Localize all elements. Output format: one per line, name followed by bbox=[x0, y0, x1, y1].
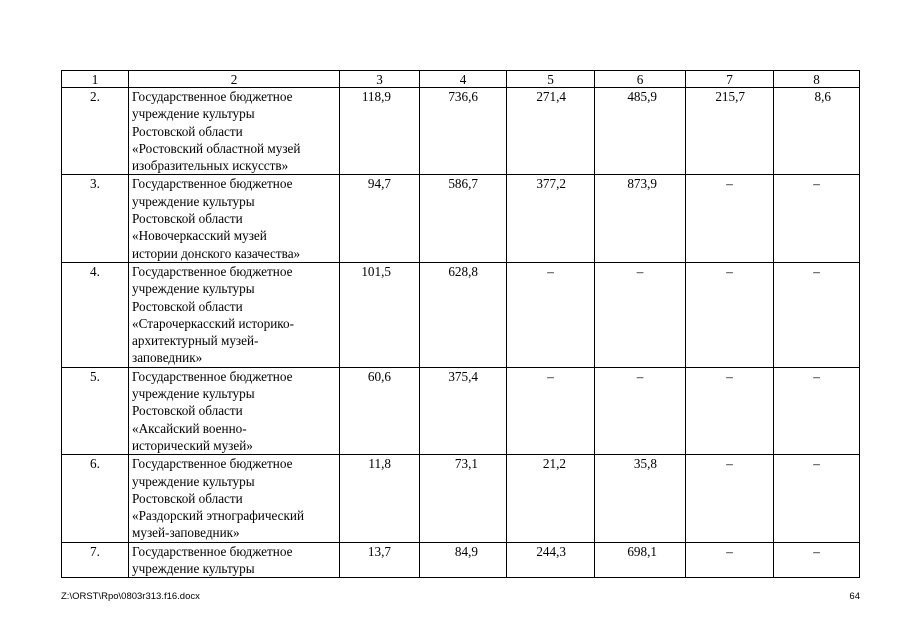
value-cell-col7: – bbox=[686, 542, 774, 578]
row-number: 2. bbox=[62, 88, 129, 175]
institution-name-line: учреждение культуры bbox=[132, 386, 255, 402]
institution-name-line: Государственное бюджетное bbox=[132, 368, 293, 384]
institution-name-line: Ростовской области bbox=[132, 123, 243, 139]
institution-name-line: исторический музей» bbox=[132, 437, 253, 453]
value-cell-col6: 698,1 bbox=[595, 542, 686, 578]
header-cell-2: 2 bbox=[129, 71, 340, 88]
header-cell-7: 7 bbox=[686, 71, 774, 88]
header-cell-3: 3 bbox=[340, 71, 420, 88]
institution-name bbox=[129, 367, 340, 454]
value-cell-col6: 485,9 bbox=[595, 88, 686, 175]
value-cell-col7: – bbox=[686, 262, 774, 367]
institution-name-line: Ростовской области bbox=[132, 211, 243, 227]
institution-name bbox=[129, 88, 340, 175]
row-number: 4. bbox=[62, 262, 129, 367]
institution-name-line: Ростовской области bbox=[132, 298, 243, 314]
value-cell-col4: 375,4 bbox=[420, 367, 507, 454]
value-cell-col3: 118,9 bbox=[340, 88, 420, 175]
value-cell-col5: 244,3 bbox=[507, 542, 595, 578]
institution-name-line: Ростовской области bbox=[132, 490, 243, 506]
table-row bbox=[62, 542, 860, 578]
value-cell-col6: 873,9 bbox=[595, 175, 686, 262]
value-cell-col8: – bbox=[774, 455, 860, 542]
institution-name-line: учреждение культуры bbox=[132, 193, 255, 209]
institution-name-line: учреждение культуры bbox=[132, 281, 255, 297]
institution-name-line: заповедник» bbox=[132, 350, 203, 366]
value-cell-col4: 586,7 bbox=[420, 175, 507, 262]
value-cell-col3: 13,7 bbox=[340, 542, 420, 578]
value-cell-col5: 271,4 bbox=[507, 88, 595, 175]
value-cell-col7: – bbox=[686, 455, 774, 542]
value-cell-col4: 84,9 bbox=[420, 542, 507, 578]
institution-name-line: «Ростовский областной музей bbox=[132, 140, 301, 156]
value-cell-col3: 101,5 bbox=[340, 262, 420, 367]
table-row bbox=[62, 262, 860, 367]
institution-name-line: учреждение культуры bbox=[132, 473, 255, 489]
institution-name-line: Государственное бюджетное bbox=[132, 543, 293, 559]
value-cell-col6: – bbox=[595, 262, 686, 367]
value-cell-col3: 11,8 bbox=[340, 455, 420, 542]
row-number: 7. bbox=[62, 542, 129, 578]
institution-name-line: «Раздорский этнографический bbox=[132, 508, 305, 524]
value-cell-col7: – bbox=[686, 367, 774, 454]
value-cell-col7: 215,7 bbox=[686, 88, 774, 175]
footer-page-number: 64 bbox=[849, 591, 860, 602]
table-header bbox=[62, 71, 860, 88]
header-cell-5: 5 bbox=[507, 71, 595, 88]
row-number: 5. bbox=[62, 367, 129, 454]
value-cell-col8: – bbox=[774, 175, 860, 262]
value-cell-col5: 377,2 bbox=[507, 175, 595, 262]
table-row bbox=[62, 455, 860, 542]
value-cell-col5: – bbox=[507, 367, 595, 454]
institution-name bbox=[129, 542, 340, 578]
value-cell-col3: 94,7 bbox=[340, 175, 420, 262]
institution-name-line: Государственное бюджетное bbox=[132, 176, 293, 192]
institution-name-line: изобразительных искусств» bbox=[132, 158, 289, 174]
budget-table bbox=[61, 70, 860, 578]
header-cell-1: 1 bbox=[62, 71, 129, 88]
institution-name-line: «Новочеркасский музей bbox=[132, 228, 267, 244]
value-cell-col4: 73,1 bbox=[420, 455, 507, 542]
value-cell-col6: – bbox=[595, 367, 686, 454]
institution-name-line: «Аксайский военно- bbox=[132, 420, 247, 436]
institution-name-line: истории донского казачества» bbox=[132, 245, 301, 261]
header-cell-4: 4 bbox=[420, 71, 507, 88]
header-row bbox=[62, 71, 860, 88]
institution-name-line: Государственное бюджетное bbox=[132, 263, 293, 279]
header-cell-6: 6 bbox=[595, 71, 686, 88]
table-row bbox=[62, 175, 860, 262]
value-cell-col8: – bbox=[774, 367, 860, 454]
row-number: 3. bbox=[62, 175, 129, 262]
institution-name-line: Государственное бюджетное bbox=[132, 89, 293, 104]
header-cell-8: 8 bbox=[774, 71, 860, 88]
value-cell-col5: – bbox=[507, 262, 595, 367]
institution-name-line: музей-заповедник» bbox=[132, 525, 240, 541]
value-cell-col8: – bbox=[774, 262, 860, 367]
table-body bbox=[62, 88, 860, 578]
institution-name-line: учреждение культуры bbox=[132, 561, 255, 577]
footer-file-path: Z:\ORST\Rpo\0803r313.f16.docx bbox=[61, 591, 200, 602]
value-cell-col8: 8,6 bbox=[774, 88, 860, 175]
institution-name-line: архитектурный музей- bbox=[132, 333, 259, 349]
institution-name bbox=[129, 175, 340, 262]
value-cell-col4: 628,8 bbox=[420, 262, 507, 367]
institution-name-line: «Старочеркасский историко- bbox=[132, 315, 294, 331]
institution-name-line: Государственное бюджетное bbox=[132, 456, 293, 472]
institution-name-line: Ростовской области bbox=[132, 403, 243, 419]
value-cell-col5: 21,2 bbox=[507, 455, 595, 542]
row-number: 6. bbox=[62, 455, 129, 542]
value-cell-col8: – bbox=[774, 542, 860, 578]
value-cell-col3: 60,6 bbox=[340, 367, 420, 454]
value-cell-col4: 736,6 bbox=[420, 88, 507, 175]
institution-name bbox=[129, 262, 340, 367]
table-row bbox=[62, 367, 860, 454]
table-row bbox=[62, 88, 860, 175]
institution-name bbox=[129, 455, 340, 542]
institution-name-line: учреждение культуры bbox=[132, 106, 255, 122]
value-cell-col6: 35,8 bbox=[595, 455, 686, 542]
value-cell-col7: – bbox=[686, 175, 774, 262]
